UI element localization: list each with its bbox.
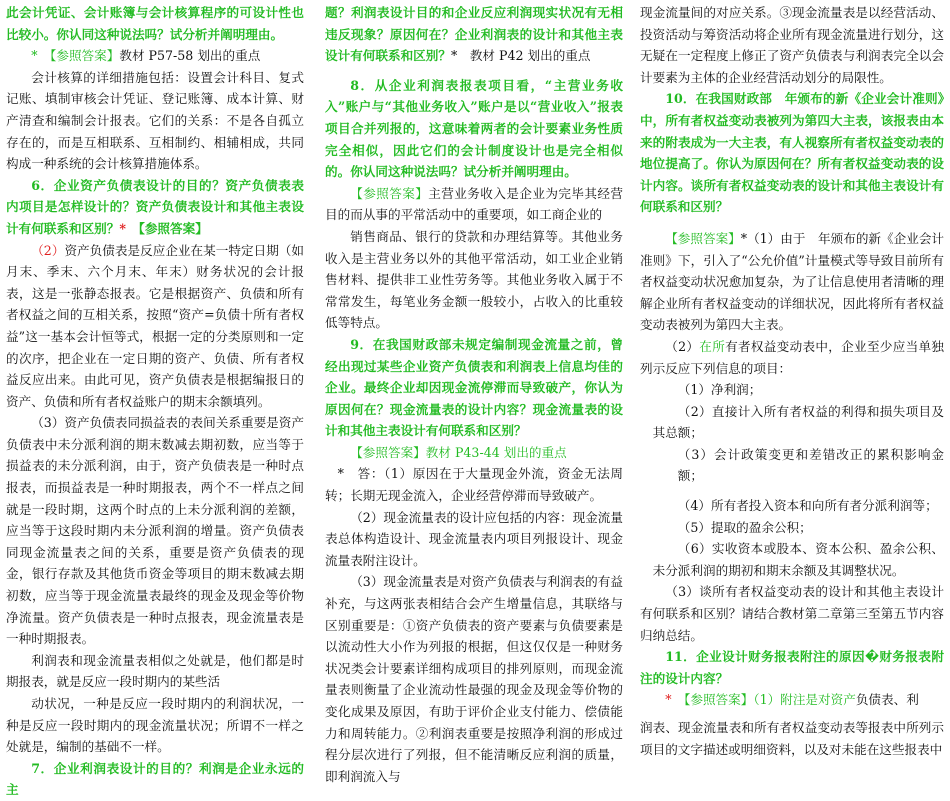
question-10: 10．在我国财政部 年颁布的新《企业会计准则》中，所有者权益变动表被列为第四大主表，该报表由本来的附表成为一大主表，有人视察所有者权益变动表的地位提高了。你认为原因何在？所有者权益变动表的设计内容。谈所有者权益变动表的设计和其他主表设计有何联系和区别？ [640,91,944,215]
answer-8 [325,183,623,226]
question-6-text: 6．企业资产负债表设计的目的？资产负债表表内项目是怎样设计的？资产负债表设计和其他主表设计有何联系和区别？ [6,177,304,236]
list-item: （2）直接计入所有者权益的利得和损失项目及其总额； [652,403,944,441]
star-mark: * [31,48,38,64]
list-item: （5）提取的盈余公积； [677,519,812,535]
answer-ref-label: 【参照答案】教材 P43-44 划出的重点 [350,444,567,460]
star-mark: * [450,48,458,64]
column-middle [325,2,624,784]
answer-ref-label: 【参照答案】 [50,48,120,64]
paragraph: 会计核算的详细措施包括：设置会计科目、复式记账、填制审核会计凭证、登记账簿、成本计算、财产清查和编制会计报表。它们的关系：不是各自孤立存在的，而是互相联系、互相制约、相辅相成，共同构成一种系统的会计核算措施体系。 [6,69,304,172]
star-mark: * [665,692,672,708]
paragraph: 润表、现金流量表和所有者权益变动表等报表中所列示项目的文字描述或明细资料，以及对未能在这些报表中 [640,720,944,757]
answer-9-1 [325,463,623,506]
paragraph: （3）资产负债表同损益表的表间关系重要是资产负债表中未分派利润的期末数减去期初数，应当等于损益表的未分派利润，由于，资产负债表是一种时点报表，而损益表是一种时期报表，两个不一样点之间就是一段时期，这两个时点的上未分派利润的差额，应当等于这段时期内未分派利润的增量。资产负债表同现金流量表之间的关系，重要是资产负债表的现金，银行存款及其他货币资金等项目的期末数减去期初数，应当等于现金流量表最终的现金及现金等价物净流量。资产负债表是一种时点报表，现金流量表是一种时期报表。 [6,415,304,647]
answer-ref-text: 教材 P57-58 划出的重点 [119,48,261,64]
answer-ref-line [6,45,304,67]
paragraph-text: 资产负债表是反应企业在某一特定日期（如月末、季末、六个月末、年末）财务状况的会计报表，这是一张静态报表。它是根据资产、负债和所有者权益之间的互相关系，按照“资产=负债十所有者权益”这一基本会计恒等式，根据一定的分类原则和一定的次序，把企业在一定日期的资产、负债、所有者权益反应出来。由此可见，资产负债表是根据编报日的资产、负债和所有者权益账户的期末余额填列。 [6,242,304,409]
star-mark: * [740,230,748,246]
question-6 [6,175,304,240]
answer-text: （1）附注是对资产 [753,692,856,708]
answer-ref-text: 教材 P42 划出的重点 [469,48,591,64]
column-right [640,2,945,757]
answer-text: 有者权益变动表中，企业至少应当单独列示反应下列信息的项目： [640,338,945,376]
answer-ref-label: 【参照答案】 [684,692,754,708]
paragraph [6,240,304,413]
answer-9-2: （2）现金流量表的设计应包括的内容：现金流量表总体构造设计、现金流量表内项目列报设计、现金流量表附注设计。 [325,509,623,568]
answer-text: 主营业务收入是企业为完毕其经营目的而从事的平常活动中的重要项，如工商企业的 [325,185,624,223]
question-11: 11．企业设计财务报表附注的原因�财务报表附注的设计内容？ [640,649,944,686]
answer-10-1 [640,228,944,336]
item-number: （2） [31,242,65,258]
question-8: 8．从企业利润表报表项目看，“主营业务收入”账户与“其他业务收入”账户是以“营业收入”报表项目合并列报的，这意味着两者的会计要素业务性质完全相似，因此它们的会计制度设计也是完全相似的。你认同这种说法吗？试分析并阐明理由。 [325,77,623,180]
paragraph: 现金流量间的对应关系。③现金流量表是以经营活动、投资活动与筹资活动将企业所有现金流量进行划分，这无疑在一定程度上修正了资产负债表与利润表完全以会计要素为主体的企业经营活动划分的局限性。 [640,5,944,85]
star-mark: * [119,220,126,236]
answer-text: 负债表、利 [855,692,919,708]
answer-ref-label: 【参照答案】 [665,230,741,246]
item-number: （2） [665,338,700,354]
question-7-text: 题？利润表设计目的和企业反应利润现实状况有无相违反现象？原因何在？企业利润表的设计和其他主表设计有何联系和区别？ [325,5,623,64]
list-item: （1）净利润； [677,382,762,398]
answer-10-3: （3）谈所有者权益变动表的设计和其他主表设计有何联系和区别？请结合教材第二章第三至第五节内容归纳总结。 [640,584,944,643]
question-7-tail [325,2,623,67]
answer-text: 答：（1）原因在于大量现金外流，资金无法周转；长期无现金流入，企业经营停滞而导致破产。 [325,466,624,504]
answer-10-2 [640,336,944,379]
answer-9-3: （3）现金流量表是对资产负债表与利润表的有益补充，与这两张表相结合会产生增量信息，其联络与区别重要是：①资产负债表的资产要素与负债要素是以流动性大小作为列报的根据，但这仅仅是一种财务状况类会计要素详细构成项目的排列原则，而现金流量表则衡量了企业流动性最强的现金及现金等价物的变化成果及原因，有助于评价企业支付能力、偿债能力和周转能力。②利润表重要是按照净利润的形成过程分层次进行了列报，但不能清晰反应利润的质量，即利润流入与 [325,574,623,784]
answer-text: （1）由于 年颁布的新《企业会计准则》下，引入了“公允价值”计量模式等导致目前所有者权益变动状况愈加复杂，为了让信息使用者清晰的理解企业所有者权益变动的详细状况，因此将所有者权益变动表被列为第四大主表。 [640,230,945,333]
column-left [6,2,304,798]
paragraph: 销售商品、银行的贷款和办理结算等。其他业务收入是主营业务以外的其他平常活动，如工业企业销售材料、提供非工业性劳务等。其他业务收入属于不常常发生，每笔业务金额一般较小，占收入的比重较低等特点。 [325,228,623,331]
list-item: （3）会计政策变更和差错改正的累积影响金额； [677,446,944,484]
list-item: （4）所有者投入资本和向所有者分派利润等； [677,498,938,514]
question-9: 9．在我国财政部未规定编制现金流量之前，曾经出现过某些企业资产负债表和利润表上信息均佳的企业。最终企业却因现金流停滞而导致破产，你认为原因何在？现金流量表的设计内容？现金流量表的设计和其他主表设计有何联系和区别？ [325,336,623,439]
answer-ref-label: 【参照答案】 [138,220,208,236]
highlight-text: 在所 [699,338,726,354]
answer-ref-label: 【参照答案】 [350,185,429,201]
paragraph: 利润表和现金流量表相似之处就是，他们都是时期报表，就是反应一段时期内的某些活 [6,652,304,690]
paragraph: 动状况，一种是反应一段时期内的利润状况，一种是反应一段时期内的现金流量状况；所谓不一样之处就是，编制的基础不一样。 [6,696,304,755]
question-7: 7．企业利润表设计的目的？利润是企业永远的主 [6,760,304,798]
question-5-tail: 此会计凭证、会计账簿与会计核算程序的可设计性也比较小。你认同这种说法吗？试分析并阐明理由。 [6,5,304,42]
list-item: （6）实收资本或股本、资本公积、盈余公积、未分派利润的期初和期末余额及其调整状况。 [652,541,944,578]
star-mark: * [337,466,344,482]
answer-11-1 [640,689,944,711]
